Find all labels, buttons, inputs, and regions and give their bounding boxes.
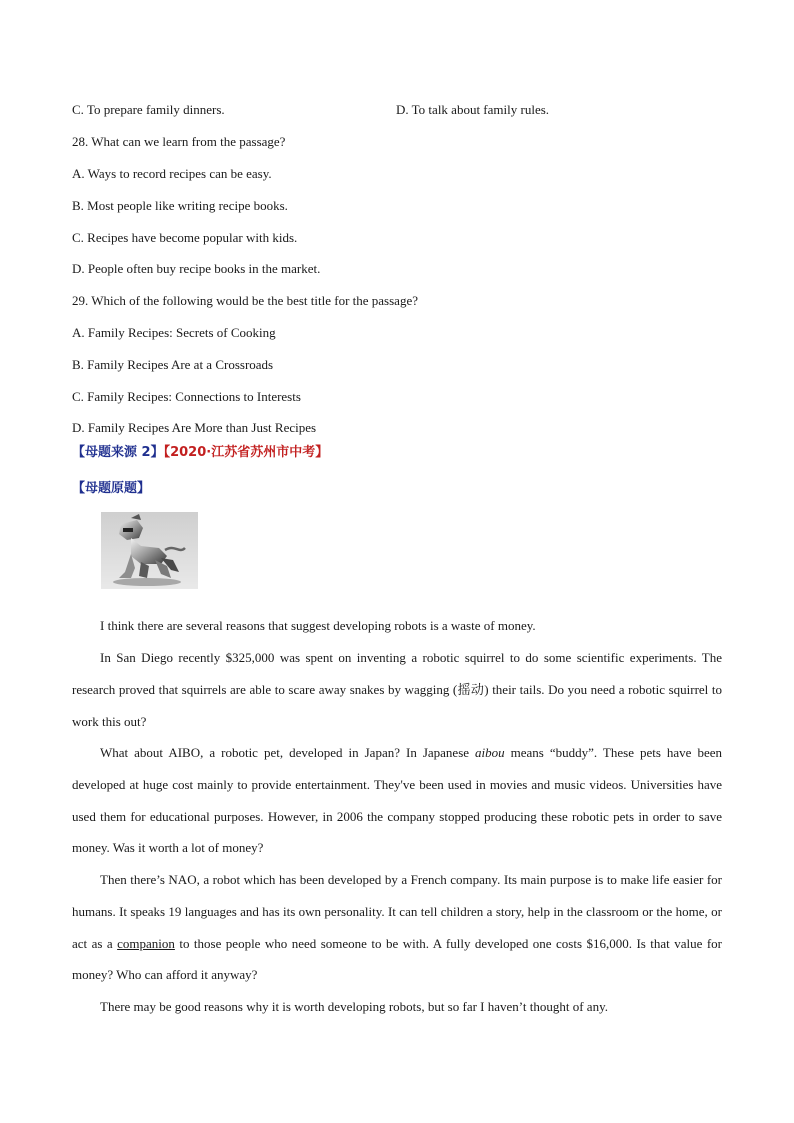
p4-text-b: to those people who need someone to be with. A fully developed one costs $16,000. Is that value for money? Who can afford it anyway? [72, 935, 722, 983]
q29-option-a: A. Family Recipes: Secrets of Cooking [72, 325, 276, 340]
q28-option-c: C. Recipes have become popular with kids. [72, 230, 298, 245]
q27-option-c: C. To prepare family dinners. [72, 102, 225, 117]
p3-italic-word: aibou [475, 745, 505, 760]
original-heading-text: 【母题原题】 [72, 481, 151, 496]
q28-option-a: A. Ways to record recipes can be easy. [72, 166, 272, 181]
passage-paragraph-3 [72, 737, 722, 864]
passage-paragraph-5: There may be good reasons why it is worth developing robots, but so far I haven’t thought of any. [100, 999, 608, 1014]
q29-stem: 29. Which of the following would be the best title for the passage? [72, 293, 418, 308]
original-question-heading [72, 480, 150, 498]
p4-underlined-word: companion [117, 935, 175, 951]
source-detail: 【2020·江苏省苏州市中考】 [163, 445, 329, 460]
p3-text-a: What about AIBO, a robotic pet, developed in Japan? In Japanese [100, 745, 476, 760]
q29-option-d: D. Family Recipes Are More than Just Recipes [72, 420, 317, 435]
p4-text-a: Then there’s NAO, a robot which has been developed by a French company. Its main purpose is to make life easier for humans. It speaks 19 languages and has its own personality. It can tell children a story, help in the classroom or the home, or act as a [72, 872, 722, 951]
q29-option-c: C. Family Recipes: Connections to Interests [72, 389, 301, 404]
q28-stem: 28. What can we learn from the passage? [72, 134, 286, 149]
source-label: 【母题来源 2】 [72, 445, 164, 460]
q27-option-d: D. To talk about family rules. [396, 102, 550, 117]
q29-option-b: B. Family Recipes Are at a Crossroads [72, 357, 274, 372]
p3-text-b: means “buddy”. These pets have been developed at huge cost mainly to provide entertainment. They've been used in movies and music videos. Universities have used them for educational purposes. However, in 2006 the company stopped producing these robotic pets in order to save money. Was it worth a lot of money? [72, 745, 723, 856]
robot-dog-photo [101, 512, 198, 589]
passage-paragraph-2: In San Diego recently $325,000 was spent on inventing a robotic squirrel to do some scientific experiments. The research proved that squirrels are able to scare away snakes by wagging (摇动) their tails. Do you need a robotic squirrel to work this out? [72, 650, 722, 729]
q28-option-d: D. People often buy recipe books in the market. [72, 261, 321, 276]
q28-option-b: B. Most people like writing recipe books. [72, 198, 288, 213]
passage-paragraph-1: I think there are several reasons that suggest developing robots is a waste of money. [100, 618, 536, 633]
question-source [72, 444, 328, 462]
passage-paragraph-4 [72, 864, 722, 991]
